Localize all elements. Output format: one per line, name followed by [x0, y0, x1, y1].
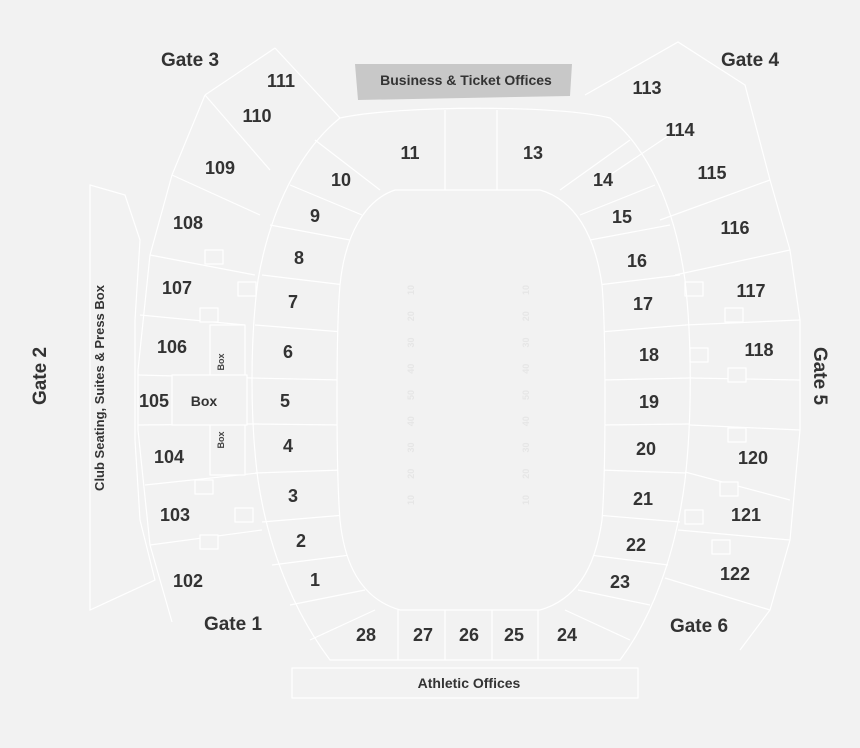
section-20[interactable]: 20 — [635, 439, 657, 459]
gate-2-label: Gate 2 — [30, 346, 51, 406]
yard-markers-right — [521, 285, 531, 505]
section-17[interactable]: 17 — [632, 294, 654, 314]
section-15[interactable]: 15 — [611, 207, 633, 227]
section-121[interactable]: 121 — [730, 505, 762, 525]
section-114[interactable]: 114 — [665, 120, 695, 140]
gate-5-label: Gate 5 — [809, 346, 830, 406]
section-28[interactable]: 28 — [355, 625, 377, 645]
section-13[interactable]: 13 — [522, 143, 544, 163]
yard-marker: 40 — [521, 416, 531, 427]
yard-marker: 30 — [406, 337, 416, 348]
section-7[interactable]: 7 — [287, 292, 299, 312]
section-120[interactable]: 120 — [737, 448, 769, 468]
yard-marker: 20 — [521, 311, 531, 322]
section-2[interactable]: 2 — [295, 531, 307, 551]
section-25[interactable]: 25 — [503, 625, 525, 645]
section-106[interactable]: 106 — [156, 337, 188, 357]
section-117[interactable]: 117 — [736, 281, 766, 301]
athletic-offices-label: Athletic Offices — [417, 675, 521, 691]
yard-marker: 20 — [406, 311, 416, 322]
yard-marker: 20 — [406, 468, 416, 479]
yard-marker: 30 — [406, 442, 416, 453]
section-118[interactable]: 118 — [744, 340, 774, 360]
section-104[interactable]: 104 — [153, 447, 185, 467]
yard-marker: 40 — [406, 363, 416, 374]
section-11[interactable]: 11 — [400, 143, 420, 163]
section-24[interactable]: 24 — [556, 625, 578, 645]
yard-marker: 40 — [521, 363, 531, 374]
yard-marker: 10 — [521, 284, 531, 296]
business-ticket-offices-label: Business & Ticket Offices — [380, 72, 552, 88]
playing-field — [337, 190, 605, 610]
yard-marker: 50 — [406, 389, 416, 401]
section-105[interactable]: 105 — [138, 391, 170, 411]
gate-4-label: Gate 4 — [720, 50, 780, 71]
gate-6-label: Gate 6 — [669, 616, 729, 637]
section-107[interactable]: 107 — [161, 278, 193, 298]
section-8[interactable]: 8 — [293, 248, 305, 268]
box-center-label: Box — [190, 393, 218, 409]
yard-marker: 30 — [521, 337, 531, 348]
section-26[interactable]: 26 — [458, 625, 480, 645]
yard-marker: 20 — [521, 468, 531, 479]
section-6[interactable]: 6 — [282, 342, 294, 362]
section-113[interactable]: 113 — [632, 78, 662, 98]
section-10[interactable]: 10 — [330, 170, 352, 190]
section-5[interactable]: 5 — [279, 391, 291, 411]
section-21[interactable]: 21 — [632, 489, 654, 509]
yard-marker: 50 — [521, 389, 531, 401]
section-109[interactable]: 109 — [204, 158, 236, 178]
section-122[interactable]: 122 — [719, 564, 751, 584]
club-seating-label: Club Seating, Suites & Press Box — [92, 285, 107, 491]
section-3[interactable]: 3 — [287, 486, 299, 506]
section-4[interactable]: 4 — [282, 436, 294, 456]
section-115[interactable]: 115 — [697, 163, 727, 183]
box-lower-label: Box — [216, 431, 226, 449]
section-16[interactable]: 16 — [626, 251, 648, 271]
section-18[interactable]: 18 — [638, 345, 660, 365]
gate-3-label: Gate 3 — [160, 50, 220, 71]
section-23[interactable]: 23 — [609, 572, 631, 592]
section-103[interactable]: 103 — [159, 505, 191, 525]
yard-marker: 30 — [521, 442, 531, 453]
yard-marker: 40 — [406, 416, 416, 427]
section-27[interactable]: 27 — [412, 625, 434, 645]
section-14[interactable]: 14 — [592, 170, 614, 190]
yard-markers-left — [406, 285, 416, 505]
section-19[interactable]: 19 — [638, 392, 660, 412]
section-22[interactable]: 22 — [625, 535, 647, 555]
section-111[interactable]: 111 — [266, 71, 296, 91]
section-1[interactable]: 1 — [309, 570, 321, 590]
section-110[interactable]: 110 — [242, 106, 272, 126]
section-108[interactable]: 108 — [172, 213, 204, 233]
yard-marker: 10 — [406, 284, 416, 296]
yard-marker: 10 — [406, 494, 416, 506]
section-116[interactable]: 116 — [720, 218, 750, 238]
gate-1-label: Gate 1 — [203, 614, 263, 635]
section-9[interactable]: 9 — [309, 206, 321, 226]
box-upper-label: Box — [216, 353, 226, 371]
section-102[interactable]: 102 — [172, 571, 204, 591]
yard-marker: 10 — [521, 494, 531, 506]
